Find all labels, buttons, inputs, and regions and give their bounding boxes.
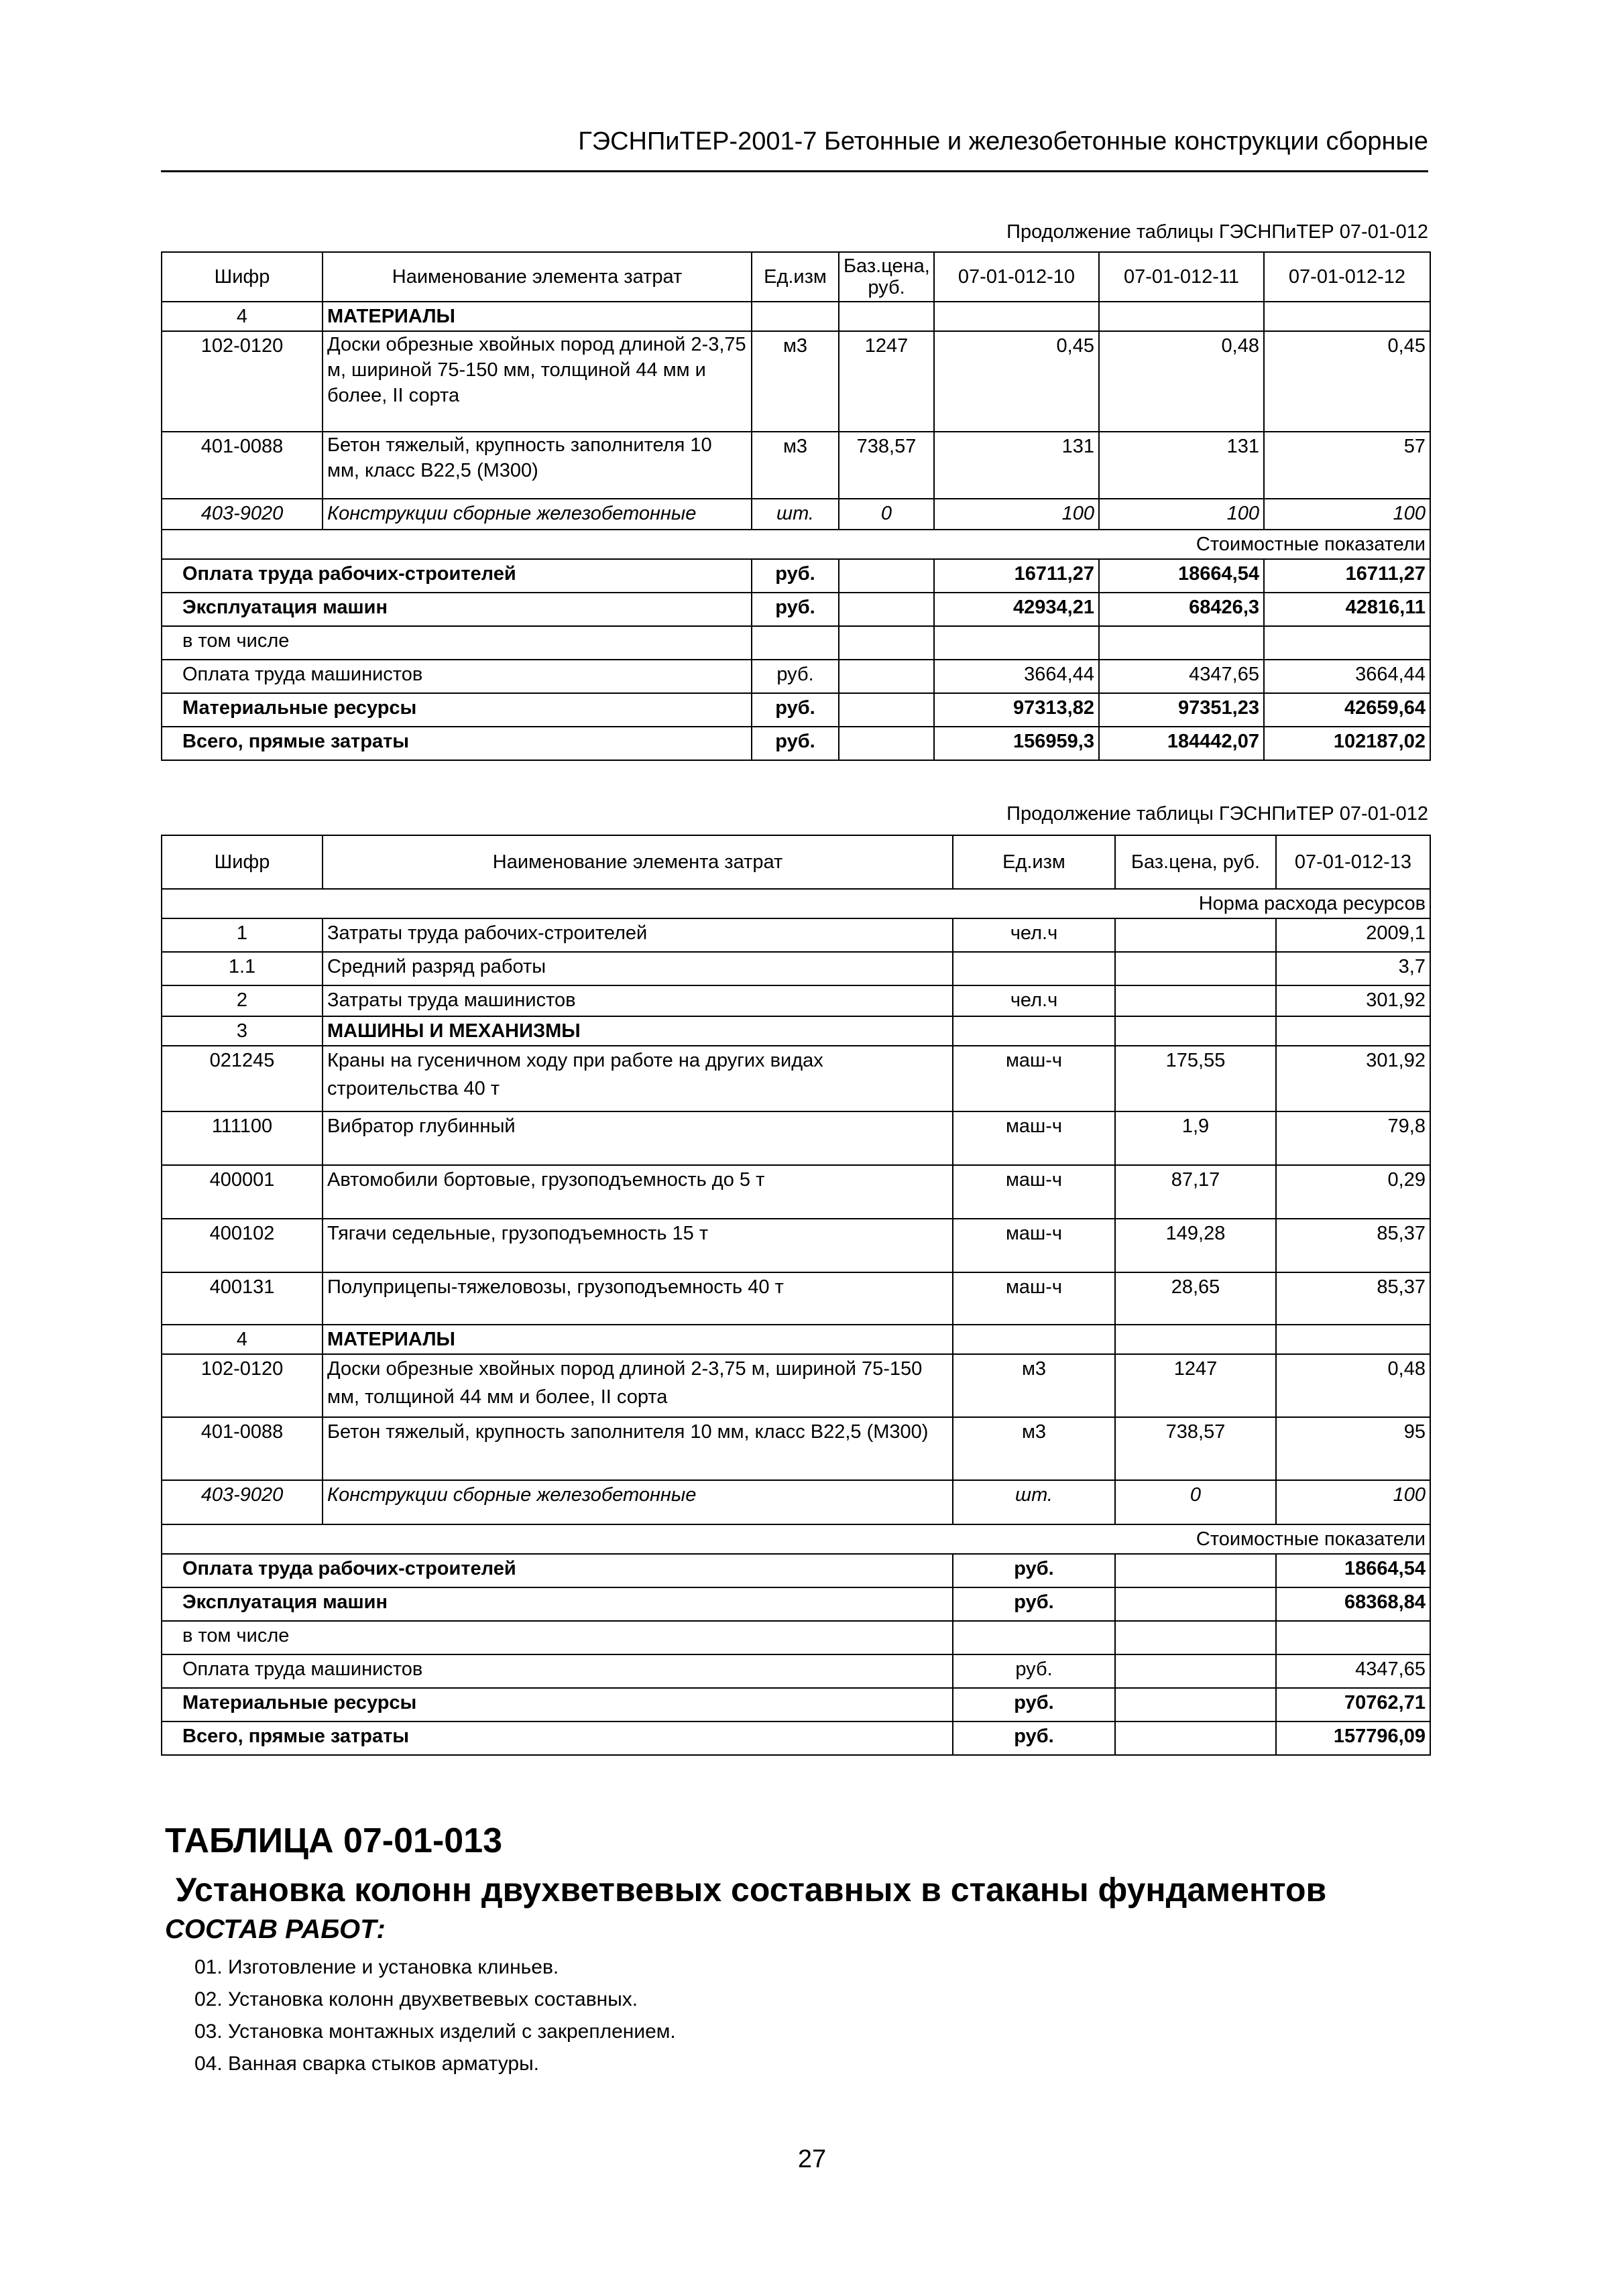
row-code: 102-0120 xyxy=(162,1354,323,1417)
row-unit xyxy=(953,1325,1115,1354)
row-name: Доски обрезные хвойных пород длиной 2-3,75 м, шириной 75-150 мм, толщиной 44 мм и более, II сорта xyxy=(323,1354,953,1417)
row-value: 0,29 xyxy=(1276,1165,1430,1219)
row-value: 131 xyxy=(934,432,1099,499)
table-row xyxy=(162,1111,1430,1165)
table-row xyxy=(162,952,1430,985)
row-value: 100 xyxy=(1099,499,1264,530)
row-value: 3,7 xyxy=(1276,952,1430,985)
row-value: 100 xyxy=(1264,499,1430,530)
row-code: 2 xyxy=(162,985,323,1016)
col-header-code: Шифр xyxy=(162,835,323,889)
cost-unit: руб. xyxy=(752,593,839,626)
table2 xyxy=(161,835,1431,1756)
col-header-name: Наименование элемента затрат xyxy=(323,252,752,302)
table-row xyxy=(162,593,1430,626)
row-value: 95 xyxy=(1276,1417,1430,1480)
cost-price-empty xyxy=(1115,1621,1276,1654)
row-name: Тягачи седельные, грузоподъемность 15 т xyxy=(323,1219,953,1272)
row-value: 0,45 xyxy=(1264,331,1430,432)
cost-value xyxy=(934,626,1099,660)
works-title: СОСТАВ РАБОТ: xyxy=(165,1915,386,1944)
table-row xyxy=(162,1325,1430,1354)
table-row xyxy=(162,1165,1430,1219)
row-unit xyxy=(953,952,1115,985)
cost-price-empty xyxy=(1115,1721,1276,1755)
row-unit xyxy=(752,302,839,331)
row-name: Бетон тяжелый, крупность заполнителя 10 мм, класс В22,5 (М300) xyxy=(323,432,752,499)
work-item: 03. Установка монтажных изделий с закреплением. xyxy=(194,2020,676,2043)
col-header-price: Баз.цена, руб. xyxy=(839,252,934,302)
row-price: 1247 xyxy=(839,331,934,432)
row-name: Автомобили бортовые, грузоподъемность до 5 т xyxy=(323,1165,953,1219)
row-code: 401-0088 xyxy=(162,432,323,499)
header-rule xyxy=(161,170,1428,172)
table1 xyxy=(161,251,1431,761)
cost-name: Оплата труда рабочих-строителей xyxy=(162,559,752,593)
table-row xyxy=(162,918,1430,952)
cost-name: в том числе xyxy=(162,1621,953,1654)
row-price: 175,55 xyxy=(1115,1046,1276,1111)
cost-value: 97313,82 xyxy=(934,693,1099,727)
row-code: 400102 xyxy=(162,1219,323,1272)
row-price xyxy=(1115,952,1276,985)
cost-name: в том числе xyxy=(162,626,752,660)
table-row xyxy=(162,1480,1430,1524)
cost-name: Эксплуатация машин xyxy=(162,593,752,626)
row-price xyxy=(1115,918,1276,952)
row-unit: чел.ч xyxy=(953,985,1115,1016)
cost-price-empty xyxy=(839,593,934,626)
cost-header-row xyxy=(162,1524,1430,1554)
table-row xyxy=(162,1688,1430,1721)
cost-price-empty xyxy=(839,693,934,727)
table-row xyxy=(162,1621,1430,1654)
row-code: 4 xyxy=(162,302,323,331)
row-code: 021245 xyxy=(162,1046,323,1111)
row-code: 1.1 xyxy=(162,952,323,985)
row-value: 0,45 xyxy=(934,331,1099,432)
cost-value: 156959,3 xyxy=(934,727,1099,760)
row-price xyxy=(839,302,934,331)
table-row xyxy=(162,1354,1430,1417)
row-value: 2009,1 xyxy=(1276,918,1430,952)
cost-price-empty xyxy=(1115,1688,1276,1721)
cost-value: 18664,54 xyxy=(1276,1554,1430,1587)
table-row xyxy=(162,1554,1430,1587)
row-value xyxy=(934,302,1099,331)
row-name: Затраты труда рабочих-строителей xyxy=(323,918,953,952)
table-row xyxy=(162,626,1430,660)
row-unit: шт. xyxy=(953,1480,1115,1524)
row-name: Краны на гусеничном ходу при работе на других видах строительства 40 т xyxy=(323,1046,953,1111)
cost-name: Материальные ресурсы xyxy=(162,693,752,727)
col-header-unit: Ед.изм xyxy=(953,835,1115,889)
cost-header: Стоимостные показатели xyxy=(162,1524,1430,1554)
cost-value: 18664,54 xyxy=(1099,559,1264,593)
row-price: 87,17 xyxy=(1115,1165,1276,1219)
row-name: МАТЕРИАЛЫ xyxy=(323,1325,953,1354)
cost-unit: руб. xyxy=(752,693,839,727)
cost-price-empty xyxy=(839,660,934,693)
table-row xyxy=(162,660,1430,693)
row-price: 0 xyxy=(1115,1480,1276,1524)
col-header-price: Баз.цена, руб. xyxy=(1115,835,1276,889)
table-row xyxy=(162,693,1430,727)
cost-name: Оплата труда машинистов xyxy=(162,660,752,693)
cost-value: 16711,27 xyxy=(1264,559,1430,593)
row-name: Средний разряд работы xyxy=(323,952,953,985)
row-code: 3 xyxy=(162,1016,323,1046)
row-unit: м3 xyxy=(752,331,839,432)
row-price xyxy=(1115,1016,1276,1046)
cost-value: 102187,02 xyxy=(1264,727,1430,760)
row-name: Конструкции сборные железобетонные xyxy=(323,1480,953,1524)
table-row xyxy=(162,1016,1430,1046)
row-unit: маш-ч xyxy=(953,1046,1115,1111)
cost-header-row xyxy=(162,530,1430,559)
cost-unit: руб. xyxy=(953,1587,1115,1621)
row-name: Конструкции сборные железобетонные xyxy=(323,499,752,530)
cost-price-empty xyxy=(1115,1554,1276,1587)
row-value: 100 xyxy=(1276,1480,1430,1524)
table-row xyxy=(162,499,1430,530)
table-row xyxy=(162,331,1430,432)
row-value xyxy=(1276,1325,1430,1354)
row-price: 28,65 xyxy=(1115,1272,1276,1325)
row-unit: маш-ч xyxy=(953,1219,1115,1272)
cost-unit: руб. xyxy=(752,660,839,693)
row-value: 301,92 xyxy=(1276,1046,1430,1111)
page-number: 27 xyxy=(797,2145,827,2173)
row-price xyxy=(1115,985,1276,1016)
row-unit: маш-ч xyxy=(953,1272,1115,1325)
row-code: 111100 xyxy=(162,1111,323,1165)
cost-value xyxy=(1099,626,1264,660)
row-unit: м3 xyxy=(752,432,839,499)
table-row xyxy=(162,1721,1430,1755)
cost-unit xyxy=(752,626,839,660)
row-value: 79,8 xyxy=(1276,1111,1430,1165)
row-unit xyxy=(953,1016,1115,1046)
cost-value: 16711,27 xyxy=(934,559,1099,593)
row-code: 4 xyxy=(162,1325,323,1354)
row-value: 100 xyxy=(934,499,1099,530)
table-row xyxy=(162,559,1430,593)
row-name: Бетон тяжелый, крупность заполнителя 10 мм, класс В22,5 (М300) xyxy=(323,1417,953,1480)
row-name: МАТЕРИАЛЫ xyxy=(323,302,752,331)
cost-value: 3664,44 xyxy=(934,660,1099,693)
row-name: МАШИНЫ И МЕХАНИЗМЫ xyxy=(323,1016,953,1046)
cost-unit: руб. xyxy=(953,1688,1115,1721)
row-value: 85,37 xyxy=(1276,1272,1430,1325)
cost-value: 157796,09 xyxy=(1276,1721,1430,1755)
row-value: 0,48 xyxy=(1276,1354,1430,1417)
row-price: 738,57 xyxy=(839,432,934,499)
cost-value: 68426,3 xyxy=(1099,593,1264,626)
row-name: Вибратор глубинный xyxy=(323,1111,953,1165)
table-row xyxy=(162,1654,1430,1688)
row-code: 403-9020 xyxy=(162,499,323,530)
row-name: Затраты труда машинистов xyxy=(323,985,953,1016)
col-header-code: Шифр xyxy=(162,252,323,302)
row-price: 1,9 xyxy=(1115,1111,1276,1165)
cost-name: Материальные ресурсы xyxy=(162,1688,953,1721)
cost-unit: руб. xyxy=(953,1721,1115,1755)
cost-unit: руб. xyxy=(752,559,839,593)
row-price: 0 xyxy=(839,499,934,530)
cost-price-empty xyxy=(1115,1654,1276,1688)
row-unit: маш-ч xyxy=(953,1111,1115,1165)
table-row xyxy=(162,727,1430,760)
table-subtitle: Установка колонн двухветвевых составных в стаканы фундаментов xyxy=(176,1871,1327,1909)
norm-header-row xyxy=(162,889,1430,918)
table-row xyxy=(162,302,1430,331)
table1-continuation: Продолжение таблицы ГЭСНПиТЕР 07-01-012 xyxy=(1006,221,1428,243)
cost-name: Эксплуатация машин xyxy=(162,1587,953,1621)
row-name: Доски обрезные хвойных пород длиной 2-3,75 м, шириной 75-150 мм, толщиной 44 мм и более, II сорта xyxy=(323,331,752,432)
row-code: 1 xyxy=(162,918,323,952)
cost-value: 184442,07 xyxy=(1099,727,1264,760)
row-code: 400001 xyxy=(162,1165,323,1219)
row-value: 57 xyxy=(1264,432,1430,499)
row-code: 403-9020 xyxy=(162,1480,323,1524)
work-item: 02. Установка колонн двухветвевых составных. xyxy=(194,1988,638,2010)
col-header-unit: Ед.изм xyxy=(752,252,839,302)
row-code: 401-0088 xyxy=(162,1417,323,1480)
row-value: 131 xyxy=(1099,432,1264,499)
cost-name: Всего, прямые затраты xyxy=(162,1721,953,1755)
table-row xyxy=(162,1272,1430,1325)
cost-price-empty xyxy=(1115,1587,1276,1621)
cost-header: Стоимостные показатели xyxy=(162,530,1430,559)
table-row xyxy=(162,985,1430,1016)
col-header-c1: 07-01-012-13 xyxy=(1276,835,1430,889)
work-item: 04. Ванная сварка стыков арматуры. xyxy=(194,2053,539,2075)
cost-name: Оплата труда рабочих-строителей xyxy=(162,1554,953,1587)
table-row xyxy=(162,1417,1430,1480)
row-unit: м3 xyxy=(953,1354,1115,1417)
cost-price-empty xyxy=(839,559,934,593)
table-row xyxy=(162,1587,1430,1621)
row-code: 102-0120 xyxy=(162,331,323,432)
row-price: 149,28 xyxy=(1115,1219,1276,1272)
table1-header-row xyxy=(162,252,1430,302)
table-row xyxy=(162,1219,1430,1272)
row-value xyxy=(1264,302,1430,331)
row-value: 301,92 xyxy=(1276,985,1430,1016)
cost-value xyxy=(1264,626,1430,660)
cost-name: Оплата труда машинистов xyxy=(162,1654,953,1688)
cost-name: Всего, прямые затраты xyxy=(162,727,752,760)
table2-continuation: Продолжение таблицы ГЭСНПиТЕР 07-01-012 xyxy=(1006,803,1428,825)
col-header-name: Наименование элемента затрат xyxy=(323,835,953,889)
cost-value: 42934,21 xyxy=(934,593,1099,626)
row-price xyxy=(1115,1325,1276,1354)
row-value xyxy=(1276,1016,1430,1046)
cost-value: 97351,23 xyxy=(1099,693,1264,727)
cost-value: 70762,71 xyxy=(1276,1688,1430,1721)
table-title: ТАБЛИЦА 07-01-013 xyxy=(165,1821,503,1860)
row-unit: шт. xyxy=(752,499,839,530)
row-price: 738,57 xyxy=(1115,1417,1276,1480)
row-code: 400131 xyxy=(162,1272,323,1325)
cost-value: 4347,65 xyxy=(1099,660,1264,693)
cost-value: 42816,11 xyxy=(1264,593,1430,626)
table2-header-row xyxy=(162,835,1430,889)
cost-value: 68368,84 xyxy=(1276,1587,1430,1621)
row-unit: м3 xyxy=(953,1417,1115,1480)
norm-header: Норма расхода ресурсов xyxy=(162,889,1430,918)
col-header-c2: 07-01-012-11 xyxy=(1099,252,1264,302)
cost-unit xyxy=(953,1621,1115,1654)
cost-value: 3664,44 xyxy=(1264,660,1430,693)
row-value xyxy=(1099,302,1264,331)
cost-unit: руб. xyxy=(953,1554,1115,1587)
table-row xyxy=(162,432,1430,499)
cost-price-empty xyxy=(839,626,934,660)
cost-unit: руб. xyxy=(953,1654,1115,1688)
running-header: ГЭСНПиТЕР-2001-7 Бетонные и железобетонные конструкции сборные xyxy=(578,127,1428,156)
cost-value: 4347,65 xyxy=(1276,1654,1430,1688)
cost-value xyxy=(1276,1621,1430,1654)
row-value: 0,48 xyxy=(1099,331,1264,432)
table-row xyxy=(162,1046,1430,1111)
col-header-c3: 07-01-012-12 xyxy=(1264,252,1430,302)
cost-unit: руб. xyxy=(752,727,839,760)
row-value: 85,37 xyxy=(1276,1219,1430,1272)
row-name: Полуприцепы-тяжеловозы, грузоподъемность 40 т xyxy=(323,1272,953,1325)
cost-price-empty xyxy=(839,727,934,760)
row-unit: маш-ч xyxy=(953,1165,1115,1219)
row-unit: чел.ч xyxy=(953,918,1115,952)
col-header-c1: 07-01-012-10 xyxy=(934,252,1099,302)
cost-value: 42659,64 xyxy=(1264,693,1430,727)
work-item: 01. Изготовление и установка клиньев. xyxy=(194,1956,559,1978)
row-price: 1247 xyxy=(1115,1354,1276,1417)
